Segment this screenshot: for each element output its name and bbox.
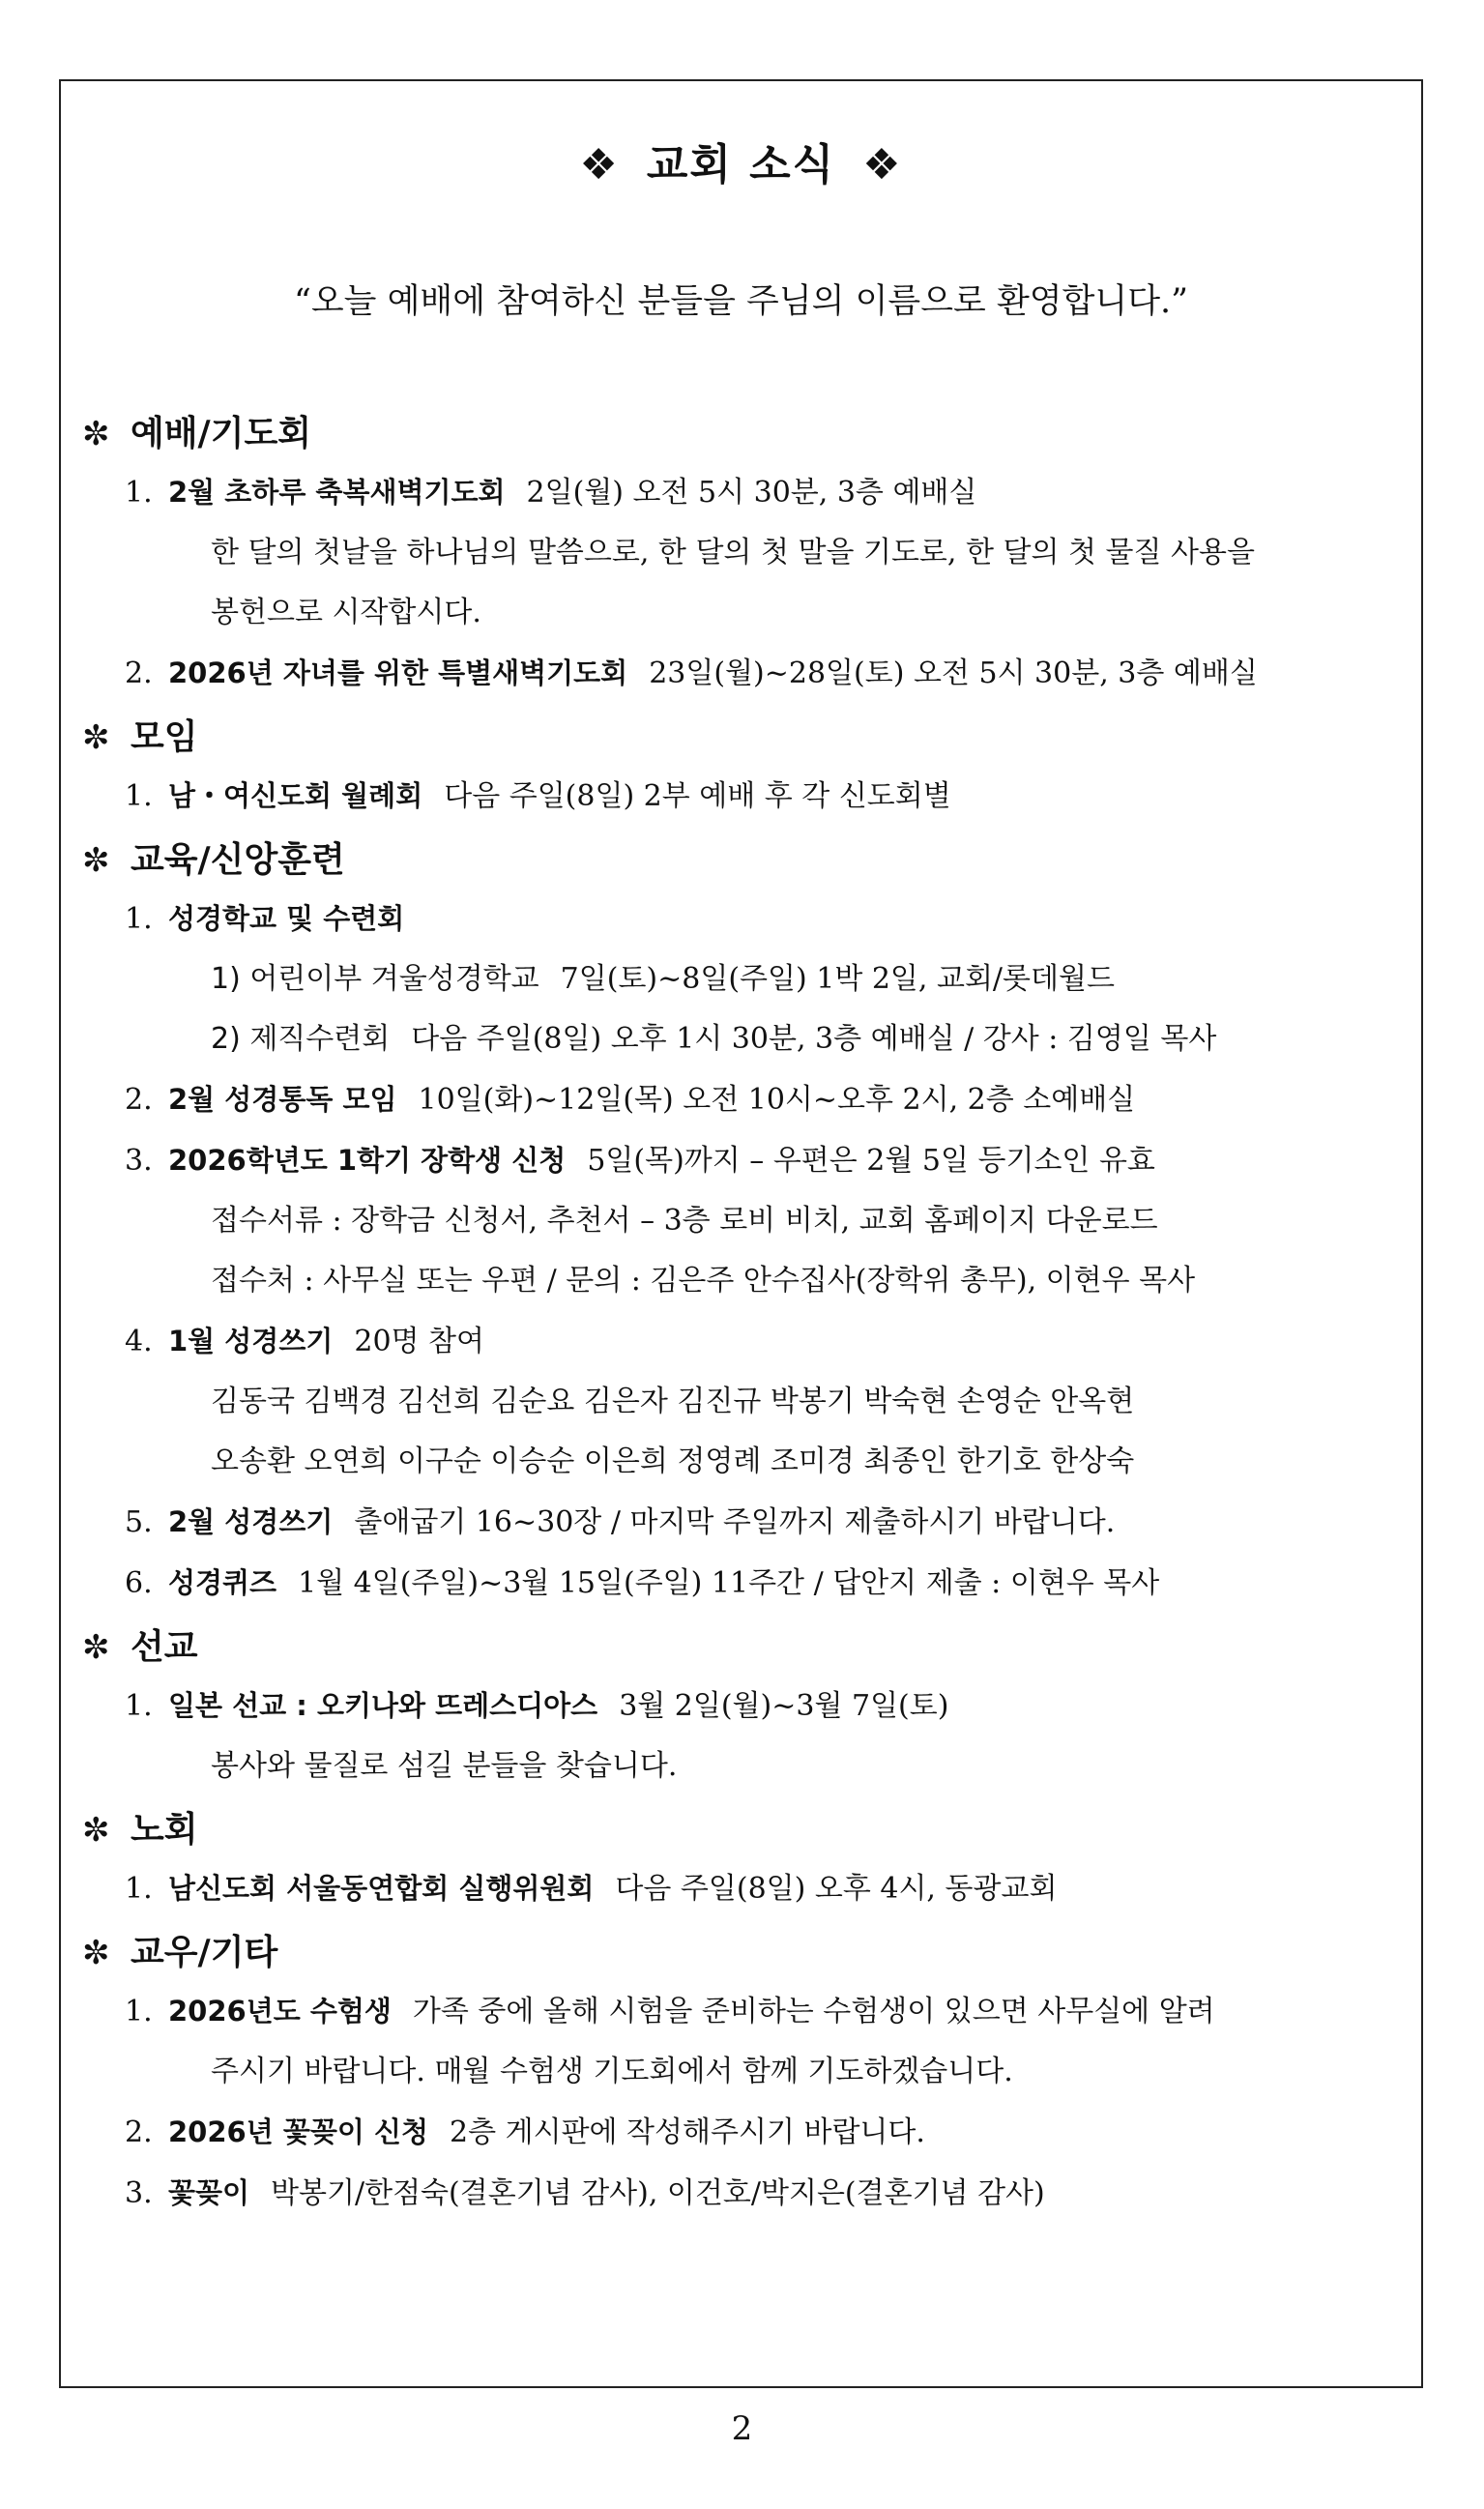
item-number: 1. xyxy=(125,476,153,510)
section-heading xyxy=(82,832,1402,889)
asterisk-bullet-icon: ✼ xyxy=(82,1811,110,1850)
section-heading-text: 교우/기타 xyxy=(131,1933,278,1972)
item-number: 1. xyxy=(125,1689,153,1723)
news-content xyxy=(82,400,1402,2224)
asterisk-bullet-icon: ✼ xyxy=(82,1934,110,1972)
asterisk-bullet-icon: ✼ xyxy=(82,1628,110,1667)
news-item xyxy=(82,889,1402,949)
news-item xyxy=(82,1130,1402,1191)
item-continuation-line: 주시기 바랍니다. 매월 수험생 기도회에서 함께 기도하겠습니다. xyxy=(211,2055,1013,2088)
item-continuation-line: 김동국 김백경 김선희 김순요 김은자 김진규 박봉기 박숙현 손영순 안옥현 xyxy=(211,1385,1135,1418)
section-heading-text: 선교 xyxy=(131,1627,198,1667)
item-number: 3. xyxy=(125,1144,153,1178)
diamond-ornament-icon: ❖ xyxy=(862,140,903,190)
item-detail: 3월 2일(월)~3월 7일(토) xyxy=(619,1689,949,1723)
news-item xyxy=(82,1676,1402,1736)
item-title: 2월 초하루 축복새벽기도회 xyxy=(168,476,506,509)
item-detail: 박봉기/한점숙(결혼기념 감사), 이건호/박지은(결혼기념 감사) xyxy=(271,2176,1045,2210)
item-detail: 가족 중에 올해 시험을 준비하는 수험생이 있으면 사무실에 알려 xyxy=(412,1995,1215,2028)
item-detail: 1월 4일(주일)~3월 15일(주일) 11주간 / 답안지 제출 : 이현우 목사 xyxy=(298,1566,1160,1600)
item-title: 성경학교 및 수련회 xyxy=(168,902,405,935)
news-item xyxy=(82,643,1402,704)
section-heading-text: 모임 xyxy=(131,717,198,757)
item-continuation-line: 접수서류 : 장학금 신청서, 추천서 – 3층 로비 비치, 교회 홈페이지 다운로드 xyxy=(211,1204,1158,1238)
section-heading xyxy=(82,1619,1402,1676)
item-detail: 10일(화)~12일(목) 오전 10시~오후 2시, 2층 소예배실 xyxy=(418,1083,1136,1117)
item-continuation-line: 봉헌으로 시작합시다. xyxy=(211,596,481,629)
news-item xyxy=(82,1553,1402,1614)
item-number: 6. xyxy=(125,1566,153,1600)
page-title xyxy=(61,130,1421,191)
sub-item xyxy=(82,1009,1402,1069)
sub-item-title: 1) 어린이부 겨울성경학교 xyxy=(211,962,539,996)
sub-item-title: 2) 제직수련회 xyxy=(211,1022,391,1056)
news-item xyxy=(82,1858,1402,1919)
item-title: 2월 성경쓰기 xyxy=(168,1505,334,1538)
item-title: 2026년 자녀를 위한 특별새벽기도회 xyxy=(168,656,628,689)
page-number: 2 xyxy=(731,2409,753,2448)
sub-item-detail: 다음 주일(8일) 오후 1시 30분, 3층 예배실 / 강사 : 김영일 목사 xyxy=(411,1022,1217,1056)
item-title: 꽃꽂이 xyxy=(168,2176,250,2209)
item-continuation-line: 봉사와 물질로 섬길 분들을 찾습니다. xyxy=(211,1749,678,1783)
section-heading xyxy=(82,1802,1402,1858)
item-number: 2. xyxy=(125,2115,153,2149)
item-number: 1. xyxy=(125,902,153,936)
item-detail: 2층 게시판에 작성해주시기 바랍니다. xyxy=(450,2115,925,2149)
item-number: 5. xyxy=(125,1505,153,1539)
item-detail: 출애굽기 16~30장 / 마지막 주일까지 제출하시기 바랍니다. xyxy=(354,1505,1116,1539)
section-heading xyxy=(82,1925,1402,1981)
news-item xyxy=(82,766,1402,827)
sub-item-detail: 7일(토)~8일(주일) 1박 2일, 교회/롯데월드 xyxy=(560,962,1115,996)
item-title: 2026학년도 1학기 장학생 신청 xyxy=(168,1144,567,1177)
news-item xyxy=(82,2102,1402,2163)
item-title: 2026년도 수험생 xyxy=(168,1995,392,2028)
asterisk-bullet-icon: ✼ xyxy=(82,415,110,453)
section-heading-text: 예배/기도회 xyxy=(131,414,312,453)
item-number: 2. xyxy=(125,656,153,690)
item-title: 1월 성경쓰기 xyxy=(168,1325,334,1357)
section-heading-text: 노회 xyxy=(131,1810,198,1850)
item-number: 4. xyxy=(125,1325,153,1358)
item-detail: 23일(월)~28일(토) 오전 5시 30분, 3층 예배실 xyxy=(649,656,1258,690)
asterisk-bullet-icon: ✼ xyxy=(82,841,110,880)
news-item xyxy=(82,462,1402,523)
item-detail: 5일(목)까지 – 우편은 2월 5일 등기소인 유효 xyxy=(587,1144,1155,1178)
section-heading-text: 교육/신앙훈련 xyxy=(131,840,345,880)
item-title: 성경퀴즈 xyxy=(168,1566,277,1599)
item-continuation-line: 오송환 오연희 이구순 이승순 이은희 정영례 조미경 최종인 한기호 한상숙 xyxy=(211,1444,1135,1478)
asterisk-bullet-icon: ✼ xyxy=(82,718,110,757)
item-detail: 20명 참여 xyxy=(354,1325,485,1358)
item-number: 1. xyxy=(125,779,153,813)
news-item xyxy=(82,1981,1402,2042)
news-item xyxy=(82,2163,1402,2224)
sub-item xyxy=(82,949,1402,1009)
section-heading xyxy=(82,710,1402,766)
item-continuation-line: 한 달의 첫날을 하나님의 말씀으로, 한 달의 첫 말을 기도로, 한 달의 첫 물질 사용을 xyxy=(211,536,1255,569)
news-item xyxy=(82,1069,1402,1130)
item-number: 1. xyxy=(125,1995,153,2028)
item-title: 남・여신도회 월례회 xyxy=(168,779,423,812)
item-title: 2월 성경통독 모임 xyxy=(168,1083,397,1116)
bulletin-frame xyxy=(59,79,1423,2388)
diamond-ornament-icon: ❖ xyxy=(579,140,620,190)
welcome-greeting: “오늘 예배에 참여하신 분들을 주님의 이름으로 환영합니다.” xyxy=(293,282,1189,321)
item-number: 1. xyxy=(125,1872,153,1906)
news-item xyxy=(82,1311,1402,1372)
item-title: 2026년 꽃꽂이 신청 xyxy=(168,2115,428,2148)
item-detail: 다음 주일(8일) 2부 예배 후 각 신도회별 xyxy=(444,779,951,813)
item-title: 일본 선교 : 오키나와 뜨레스디아스 xyxy=(168,1689,598,1722)
item-continuation-line: 접수처 : 사무실 또는 우편 / 문의 : 김은주 안수집사(장학위 총무), 이현우 목사 xyxy=(211,1264,1196,1298)
item-detail: 다음 주일(8일) 오후 4시, 동광교회 xyxy=(615,1872,1058,1906)
item-title: 남신도회 서울동연합회 실행위원회 xyxy=(168,1872,595,1905)
item-number: 2. xyxy=(125,1083,153,1117)
item-detail: 2일(월) 오전 5시 30분, 3층 예배실 xyxy=(526,476,977,510)
item-number: 3. xyxy=(125,2176,153,2210)
page-title-text: 교회 소식 xyxy=(646,140,836,190)
section-heading xyxy=(82,406,1402,462)
news-item xyxy=(82,1492,1402,1553)
